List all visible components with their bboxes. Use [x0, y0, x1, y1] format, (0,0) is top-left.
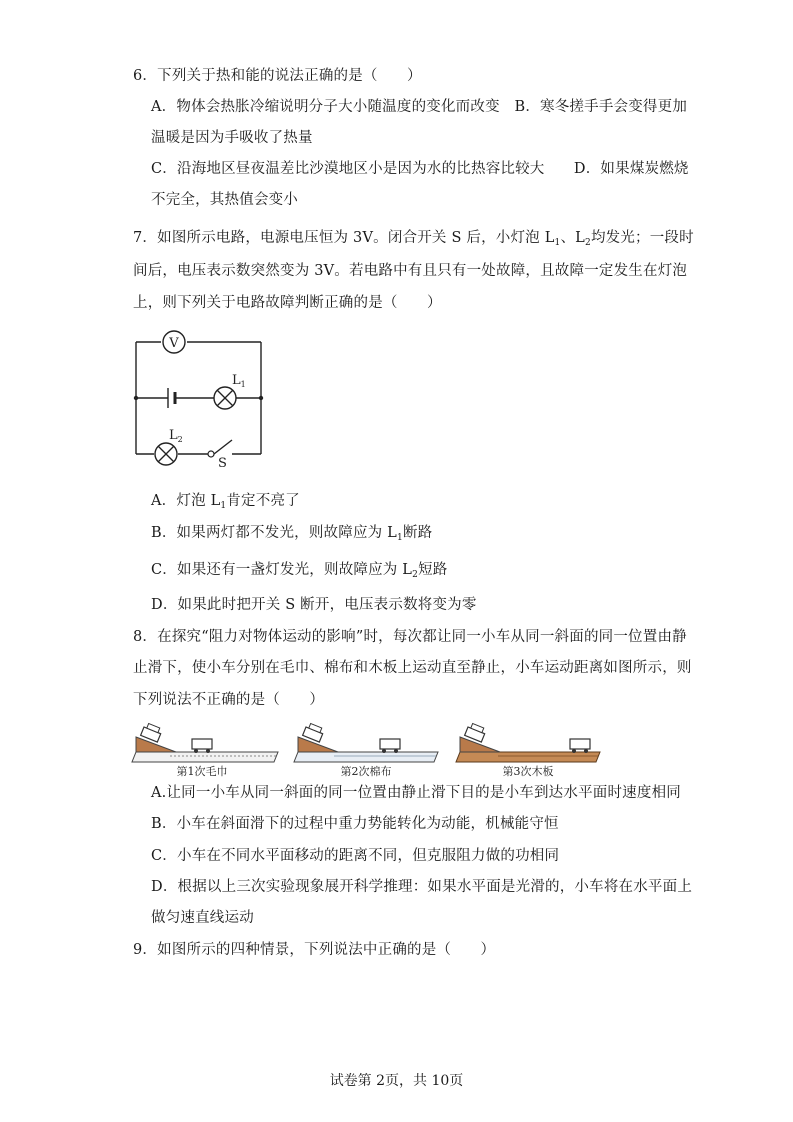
q7-option-a: A．灯泡 $L_1$肯定不亮了 — [151, 493, 300, 511]
q8-stem-line1: 8．在探究“阻力对物体运动的影响”时，每次都让同一小车从同一斜面的同一位置由静 — [133, 629, 687, 645]
panel-cotton — [294, 722, 438, 762]
q8-stem-line2: 止滑下，使小车分别在毛巾、棉布和木板上运动直至静止，小车运动距离如图所示，则 — [133, 660, 692, 676]
circuit-diagram — [128, 328, 268, 468]
q8-stem-line3: 下列说法不正确的是（ ） — [133, 692, 325, 708]
lamp-l2-symbol — [155, 428, 183, 465]
q7-stem-line1: 7．如图所示电路，电源电压恒为 3V。闭合开关 S 后，小灯泡 $L_1$、$L_2$均发光；一段时 — [133, 230, 694, 248]
q6-stem: 6．下列关于热和能的说法正确的是（ ） — [133, 68, 422, 84]
q6-options-c-d: C．沿海地区昼夜温差比沙漠地区小是因为水的比热容比较大 D．如果煤炭燃烧 — [151, 161, 689, 177]
lamp-l2-label: $L_2$ — [169, 428, 183, 444]
q8-option-b: B．小车在斜面滑下的过程中重力势能转化为动能，机械能守恒 — [151, 816, 559, 832]
lamp-l1-label: $L_1$ — [232, 373, 246, 389]
q7-option-d: D．如果此时把开关 S 断开，电压表示数将变为零 — [151, 597, 477, 613]
q8-option-d-line2: 做匀速直线运动 — [151, 910, 254, 926]
cart-icon — [380, 739, 400, 753]
q7-option-c: C．如果还有一盏灯发光，则故障应为 $L_2$短路 — [151, 562, 448, 580]
q8-option-d-line1: D．根据以上三次实验现象展开科学推理：如果水平面是光滑的，小车将在水平面上 — [151, 879, 693, 895]
q6-option-d-continued: 不完全，其热值会变小 — [151, 192, 298, 208]
panel-towel — [132, 722, 278, 762]
cart-icon — [303, 722, 325, 742]
friction-experiment-figure — [130, 715, 605, 777]
figure-label-cotton: 第2次棉布 — [340, 765, 392, 777]
q6-options-a-b: A．物体会热胀冷缩说明分子大小随温度的变化而改变 B．寒冬搓手手会变得更加 — [151, 99, 688, 115]
switch-symbol — [208, 451, 227, 468]
switch-label: S — [218, 456, 227, 468]
q9-stem: 9．如图所示的四种情景，下列说法中正确的是（ ） — [133, 942, 496, 958]
q7-stem-line2: 间后，电压表示数突然变为 3V。若电路中有且只有一处故障，且故障一定发生在灯泡 — [133, 263, 688, 279]
figure-label-towel: 第1次毛巾 — [176, 765, 228, 777]
q7-stem-line3: 上，则下列关于电路故障判断正确的是（ ） — [133, 295, 442, 311]
q8-option-c: C．小车在不同水平面移动的距离不同，但克服阻力做的功相同 — [151, 848, 560, 864]
cart-icon — [192, 739, 212, 753]
q6-option-b-continued: 温暖是因为手吸收了热量 — [151, 130, 313, 146]
lamp-l1-symbol — [214, 373, 246, 409]
voltmeter-label: V — [169, 336, 179, 351]
cart-icon — [141, 722, 163, 742]
panel-wood — [456, 722, 600, 762]
figure-label-wood: 第3次木板 — [502, 765, 554, 777]
q7-option-b: B．如果两灯都不发光，则故障应为 $L_1$断路 — [151, 525, 433, 543]
voltmeter-symbol — [163, 331, 185, 353]
cart-icon — [465, 722, 487, 742]
battery-symbol — [168, 388, 175, 408]
cart-icon — [570, 739, 590, 753]
page-footer: 试卷第 2页，共 10页 — [329, 1073, 464, 1089]
q8-option-a: A.让同一小车从同一斜面的同一位置由静止滑下目的是小车到达水平面时速度相同 — [151, 785, 681, 801]
